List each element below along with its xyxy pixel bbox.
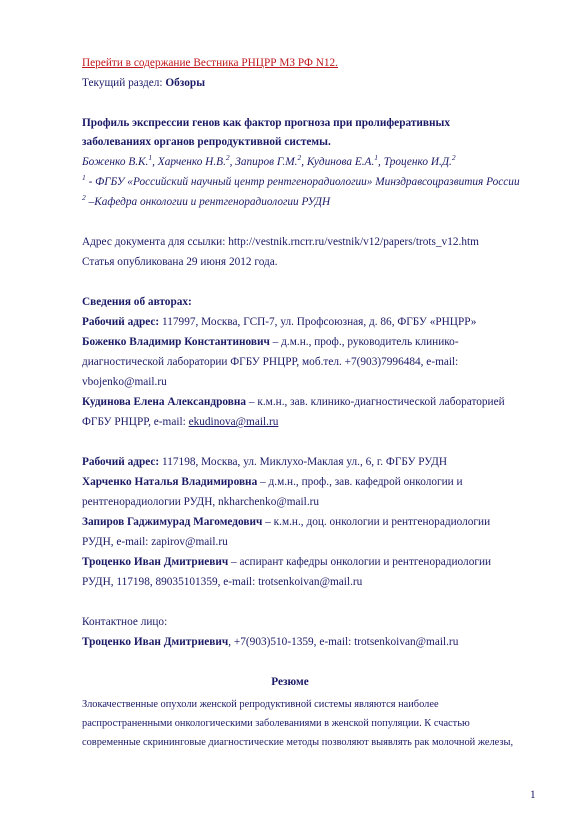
kudinova-name: Кудинова Елена Александровна <box>82 396 247 408</box>
zapirov-desc: – к.м.н., доц. онкологии и рентгенорадиологии <box>262 516 491 528</box>
work-address-label: Рабочий адрес: <box>82 456 160 468</box>
zapirov-name: Запиров Гаджимурад Магомедович <box>82 516 263 528</box>
trotsenko-line1 <box>82 555 491 570</box>
publication-date: Статья опубликована 29 июня 2012 года. <box>82 256 278 268</box>
work-address-2 <box>82 455 447 470</box>
kudinova-desc: – к.м.н., зав. клинико-диагностической лабораторией <box>246 396 505 408</box>
affiliation-2-sup: 2 <box>82 193 86 203</box>
author-2-sup: 2 <box>225 153 230 163</box>
contact-name: Троценко Иван Дмитриевич <box>82 636 229 648</box>
author-5-sup: 2 <box>451 153 456 163</box>
author-sep: , <box>152 156 158 168</box>
bozhenko-line3: vbojenko@mail.ru <box>82 376 167 388</box>
work-address-1 <box>82 315 476 330</box>
trotsenko-line2: РУДН, 117198, 89035101359, e-mail: trotsenkoivan@mail.ru <box>82 576 363 588</box>
author-sep: , <box>301 156 307 168</box>
author-3: Запиров Г.М. <box>235 156 298 168</box>
section-prefix: Текущий раздел: <box>82 77 166 89</box>
section-name: Обзоры <box>165 77 206 89</box>
page-number: 1 <box>530 789 536 801</box>
trotsenko-name: Троценко Иван Дмитриевич <box>82 556 229 568</box>
summary-line2: распространенными онкологическими заболеваниями в женской популяции. К счастью <box>82 718 470 729</box>
affiliation-1-text: - ФГБУ «Российский научный центр рентгенорадиологии» Минздравсоцразвития России <box>85 176 520 188</box>
trotsenko-desc: – аспирант кафедры онкологии и рентгенорадиологии <box>228 556 492 568</box>
affiliation-2 <box>82 195 330 210</box>
kharchenko-line2: рентгенорадиологии РУДН, nkharchenko@mail.ru <box>82 496 320 508</box>
author-sep: , <box>229 156 236 168</box>
author-5: Троценко И.Д. <box>383 156 452 168</box>
article-title-line1: Профиль экспрессии генов как фактор прогноза при пролиферативных <box>82 117 450 129</box>
bozhenko-line2: диагностической лаборатории ФГБУ РНЦРР, моб.тел. +7(903)7996484, e-mail: <box>82 356 459 368</box>
author-3-sup: 2 <box>297 153 302 163</box>
bozhenko-line1 <box>82 335 459 350</box>
affiliation-1 <box>82 175 520 190</box>
work-address-2-text: 117198, Москва, ул. Миклухо-Маклая ул., 6, г. ФГБУ РУДН <box>159 456 447 468</box>
bozhenko-desc: – д.м.н., проф., руководитель клинико- <box>269 336 459 348</box>
kudinova-line2 <box>82 415 278 430</box>
zapirov-line2: РУДН, e-mail: zapirov@mail.ru <box>82 536 228 548</box>
kharchenko-name: Харченко Наталья Владимировна <box>82 476 258 488</box>
contact-label: Контактное лицо: <box>82 616 168 628</box>
current-section <box>82 76 205 91</box>
affiliation-1-sup: 1 <box>82 173 86 183</box>
article-title-line2: заболеваниях органов репродуктивной системы. <box>82 136 331 148</box>
summary-line3: современные скрининговые диагностические методы позволяют выявлять рак молочной железы, <box>82 737 514 748</box>
work-address-label: Рабочий адрес: <box>82 316 160 328</box>
author-1-sup: 1 <box>148 153 153 163</box>
kudinova-org: ФГБУ РНЦРР, e-mail: <box>82 416 189 428</box>
affiliation-2-text: –Кафедра онкологии и рентгенорадиологии РУДН <box>85 196 331 208</box>
summary-line1: Злокачественные опухоли женской репродуктивной системы являются наиболее <box>82 699 439 710</box>
contact-details: , +7(903)510-1359, e-mail: trotsenkoivan@mail.ru <box>228 636 459 648</box>
kudinova-email-link[interactable]: ekudinova@mail.ru <box>188 416 279 428</box>
contents-link-line <box>82 56 338 71</box>
contents-link[interactable]: Перейти в содержание Вестника РНЦРР МЗ РФ N12. <box>82 57 339 69</box>
kudinova-line1 <box>82 395 505 410</box>
author-4: Кудинова Е.А. <box>306 156 375 168</box>
author-sep: , <box>378 156 384 168</box>
kharchenko-desc: – д.м.н., проф., зав. кафедрой онкологии и <box>257 476 463 488</box>
kharchenko-line1 <box>82 475 463 490</box>
zapirov-line1 <box>82 515 490 530</box>
summary-heading: Резюме <box>271 676 309 688</box>
author-1: Боженко В.К. <box>82 156 149 168</box>
bozhenko-name: Боженко Владимир Константинович <box>82 336 270 348</box>
author-4-sup: 1 <box>374 153 379 163</box>
authors-line <box>82 155 456 170</box>
work-address-1-text: 117997, Москва, ГСП-7, ул. Профсоюзная, д. 86, ФГБУ «РНЦРР» <box>159 316 477 328</box>
contact-line <box>82 635 458 650</box>
authors-heading: Сведения об авторах: <box>82 296 192 308</box>
author-2: Харченко Н.В. <box>157 156 226 168</box>
document-address: Адрес документа для ссылки: http://vestnik.rncrr.ru/vestnik/v12/papers/trots_v12.htm <box>82 236 479 248</box>
